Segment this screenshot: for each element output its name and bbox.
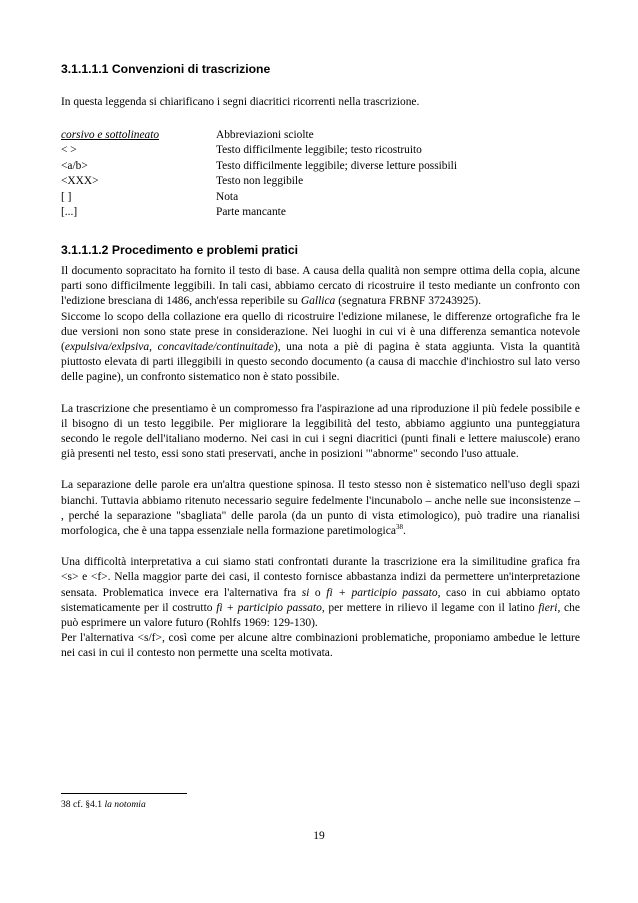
footnote [61, 799, 146, 810]
text-run: caso in cui abbiamo optato sistematicamente per il costrutto [61, 586, 581, 614]
paragraph [61, 264, 580, 310]
legend-table [61, 128, 457, 220]
text-italic: fi + participio passato, [326, 586, 441, 599]
legend-row [61, 190, 457, 205]
legend-meaning: Nota [216, 190, 239, 203]
paragraph: La trascrizione che presentiamo è un compromesso fra l'aspirazione ad una riproduzione il più fedele possibile e il bisogno di un testo leggibile. Per migliorare la leggibilità del testo, abbiamo aggiunto una punteggiatura secondo le regole dell'italiano moderno. Nei casi in cui i segni diacritici (punti finali e lettere maiuscole) erano già presenti nel testo, essi sono stati preservati, anche in posizioni '"abnorme" secondo l'uso attuale. [61, 402, 580, 461]
text-run: (segnatura FRBNF 37243925). [335, 295, 481, 308]
body-text [61, 264, 580, 662]
text-run: Siccome lo scopo della collazione era quello di ricostruire l'edizione milanese, le differenze ortografiche fra le due versioni non sono state prese in considerazione. Nei luoghi in cui vi è una differenza semantica notevole ( [61, 310, 580, 354]
section-heading-procedure: 3.1.1.1.2 Procedimento e problemi pratici [61, 243, 299, 257]
footnote-separator [61, 793, 187, 794]
text-run: ), una nota a piè di pagina è stata aggiunta. Vista la quantità piuttosto elevata di parti illeggibili in questo secondo documento (a causa di macchie d'inchiostro sul lato verso delle pagine), un confronto sistematico non è stato possibile. [61, 341, 580, 384]
legend-symbol: < > [61, 144, 77, 157]
text-run: La separazione delle parole era un'altra questione spinosa. Il testo stesso non è sistematico nell'uso degli spazi bianchi. Tuttavia abbiamo ritenuto necessario seguire fedelmente l'incunabolo – anche nelle sue inconsistenze – , perché la separazione "sbagliata" delle parola (da un punto di vista etimologico), può tradire una rianalisi morfologica, che è una tappa essenziale nella formazione paretimologica [61, 479, 580, 538]
paragraph [61, 555, 580, 631]
footnote-number: 38 [61, 799, 71, 810]
legend-meaning: Testo non leggibile [216, 175, 304, 188]
text-run: Il documento sopracitato ha fornito il testo di base. A causa della qualità non sempre ottima della copia, alcune parti sono difficilmente leggibili. In tali casi, abbiamo cercato di ricostruire il testo mediante un confronto con l'edizione bresciana di 1486, anch'essa reperibile su [61, 265, 580, 308]
paragraph [61, 310, 580, 386]
paragraph [61, 478, 580, 539]
legend-row [61, 128, 457, 143]
text-run: , [149, 341, 158, 354]
legend-symbol: corsivo e sottolineato [61, 129, 160, 141]
legend-symbol: [ ] [61, 190, 72, 203]
text-italic: si [301, 586, 310, 599]
text-run: . [402, 525, 406, 538]
text-run: che può esprimere un valore futuro (Rohlfs 1969: 129-130). [61, 601, 581, 630]
text-italic: Gallica [300, 295, 336, 308]
paragraph: Per l'alternativa <s/f>, così come per alcune altre combinazioni problematiche, proponiamo ambedue le letture nei casi in cui il contesto non permette una scelta motivata. [61, 632, 580, 660]
text-italic: concavitade/continuitade [157, 341, 274, 354]
footnote-text: cf. §4.1 [70, 799, 105, 810]
legend-row [61, 174, 457, 189]
text-italic: expulsiva/exlpsiva [64, 341, 150, 354]
text-run: o [309, 586, 327, 599]
legend-meaning: Testo difficilmente leggibile; diverse letture possibili [216, 159, 457, 172]
legend-row [61, 159, 457, 174]
footnote-ref: 38 [395, 523, 403, 532]
section-heading-conventions: 3.1.1.1.1 Convenzioni di trascrizione [61, 62, 271, 76]
legend-meaning: Testo difficilmente leggibile; testo ricostruito [216, 144, 422, 157]
text-italic: fieri, [538, 601, 561, 614]
legend-symbol: <a/b> [61, 159, 88, 172]
legend-row [61, 143, 457, 158]
text-run: Una difficoltà interpretativa a cui siamo stati confrontati durante la trascrizione era la similitudine grafica fra <s> e <f>. Nella maggior parte dei casi, il contesto fornisce abbastanza indizi da permettere un'interpretazione sensata. Problematica invece era l'alternativa fra [61, 556, 580, 599]
text-run: , per mettere in rilievo il legame con il latino [321, 601, 539, 614]
page-number: 19 [313, 830, 325, 842]
legend-symbol: [...] [61, 206, 78, 219]
legend-meaning: Parte mancante [216, 206, 286, 219]
intro-text: In questa leggenda si chiarificano i segni diacritici ricorrenti nella trascrizione. [61, 96, 420, 108]
legend-row [61, 205, 457, 220]
footnote-italic: la notomia [104, 799, 146, 810]
text-italic: fi + participio passato [216, 601, 322, 614]
legend-meaning: Abbreviazioni sciolte [216, 129, 314, 141]
legend-symbol: <XXX> [61, 175, 99, 188]
